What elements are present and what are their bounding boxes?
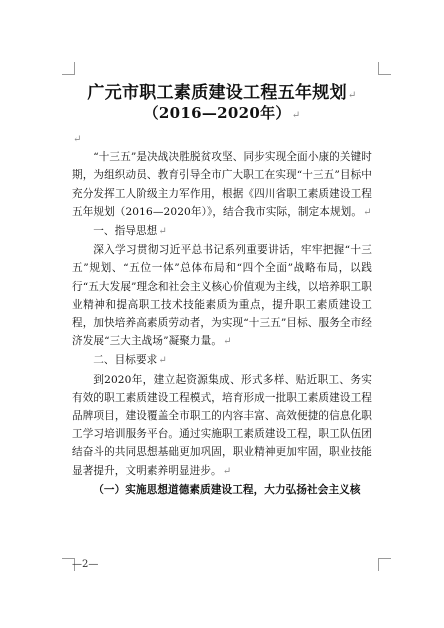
section-heading-goals: 二、目标要求↵ (93, 354, 167, 367)
paragraph-mark-icon: ↵ (158, 355, 167, 367)
document-body (72, 130, 372, 499)
guiding-ideology-paragraph: 深入学习贯彻习近平总书记系列重要讲话，牢牢把握“十三五”规划、“五位一体”总体布局和“四个全面”战略布局，以践行“五大发展”理念和社会主义核心价值观为主线，以培养职工职业精神和提高职工技术技能素质为重点，提升职工素质建设工程，加快培养高素质劳动者，为实现“十三五”目标、服务全市经济发展“三大主战场”凝聚力量。↵ (72, 244, 372, 348)
paragraph-mark-icon: ↵ (363, 206, 372, 218)
paragraph-mark-icon: ↵ (158, 226, 167, 237)
document-title: 广元市职工素质建设工程五年规划↵ (87, 83, 357, 103)
paragraph-mark-icon: ↵ (223, 336, 232, 348)
intro-paragraph: “十三五”是决战决胜脱贫攻坚、同步实现全面小康的关键时期，为组织动员、教育引导全市广大职工在实现“十三五”目标中充分发挥工人阶级主力军作用，根据《四川省职工素质建设工程五年规划（2016—2020年）》，结合我市实际，制定本规划。↵ (72, 151, 372, 218)
crop-mark-bottom-right (378, 558, 391, 571)
document-subtitle: （2016—2020年）↵ (143, 104, 301, 122)
paragraph-mark-icon: ↵ (222, 465, 232, 477)
paragraph-mark-icon: ↵ (347, 90, 357, 101)
blank-line (72, 130, 372, 148)
section-heading-guiding-ideology: 一、指导思想↵ (93, 225, 167, 237)
goals-paragraph: 到2020年，建立起资源集成、形式多样、贴近职工、务实有效的职工素质建设工程模式，培育形成一批职工素质建设工程品牌项目，建设覆盖全市职工的内容丰富、高效便捷的信息化职工学习培训服务平台。通过实施职工素质建设工程，职工队伍团结奋斗的共同思想基础更加巩固，职业精神更加牢固，职业技能显著提升，文明素养明显进步。↵ (72, 373, 372, 477)
page-number: —2— (72, 559, 99, 570)
paragraph-mark-icon: ↵ (73, 134, 82, 145)
subsection-heading-moral-quality: （一）实施思想道德素质建设工程，大力弘扬社会主义核 (93, 483, 361, 496)
crop-mark-top-left (62, 62, 75, 75)
paragraph-mark-icon: ↵ (291, 110, 301, 121)
crop-mark-top-right (378, 62, 391, 75)
